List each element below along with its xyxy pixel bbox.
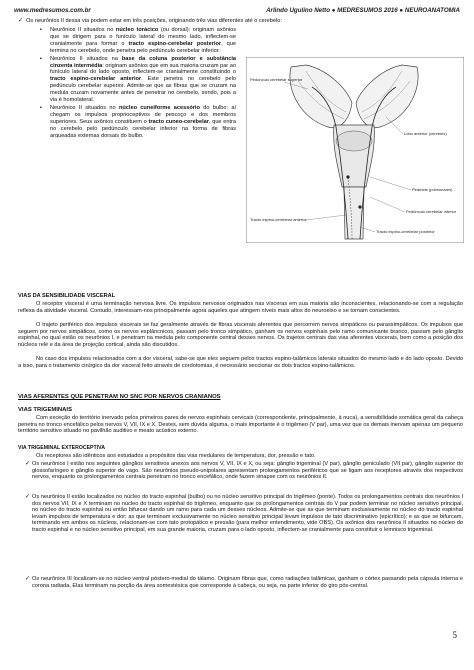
fig-label-pyramid: Pirâmide (pulmonares) — [412, 187, 453, 192]
subsection-title-exteroceptive: VIA TRIGEMINAL EXTEROCEPTIVA — [18, 445, 105, 451]
checklist-item: ✓ Os neurônios I estão nos seguintes gânglios sensitivos anexos aos nervos V, VII, IX e X, ou seja: gânglio trigeminal (V par), gânglio geniculado (VII par), gânglio superior do glossofaríngeo e gânglio superior do vago. São neurônios pseudo-unipolares apresentam prolongamentos periféricos que se ligam aos receptores através dos respectivos nervos, enquanto os prolongamentos centrais penetram no tronco encefálico, onde fazem sinapse com os neurônios II. — [25, 461, 463, 481]
section-title-visceral: VIAS DA SENSIBILIDADE VISCERAL — [18, 293, 116, 299]
bullet-item: ▪ Neurônios II situados na base da coluna posterior e substância cinzenta intermédia: originam axônios que em sua maioria cruzam par ao funículo lateral do lado oposto, inflectem-se cranialmente constituindo o tracto espino-cerebelar anterior. Este penetra no cerebelo pelo pedúnculo cerebelar superior. Admite-se que as fibras que se cruzam na medula cruzam novamente antes de penetrar no cerebelo, sendo, pois a via é homolateral. — [40, 55, 237, 104]
paragraph: No caso dos impulsos relacionados com a dor visceral, sabe-se que eles seguem pelos tractos espino-talâmicos laterais situados do mesmo lado e do lado oposto. Devido a isso, para o tratamento cirúrgico da dor visceral feito através de cordotomias, é necessário seccionar os dois tractos espino-talâmicos. — [18, 356, 463, 369]
intro-line: ✓ Os neurônios II dessa via podem estar em três posições, originando três vias diferentes até o cerebelo: — [18, 18, 282, 24]
fig-label-inferior-peduncle: Pedúnculo cerebelar inferior — [406, 209, 457, 214]
section-title-cranial: VIAS AFERENTES QUE PENETRAM NO SNC POR NERVOS CRANIANOS — [18, 394, 221, 400]
site-url: www.medresumos.com.br — [14, 7, 91, 14]
checklist-item: ✓ Os neurônios II estão localizados no núcleo do tracto espinhal (bulbo) ou no núcleo sensitivo principal do trigêmeo (ponte). Todos os prolongamentos centrais dos neurônios I dos nervos VII, IX e X terminam no núcleo do tracto espinhal do trigêmeo, enquanto que os prolongamentos centrais do V par podem terminar no núcleo sensitivo principal, no núcleo do tracto espinhal ou então bifurcar dando um ramo para cada um desses núcleos. Admite-se que as que terminam exclusivamente no núcleo do tracto espinhal levam impulsos de temperatura e dor; as que terminam exclusivamente no núcleo sensitivo principal levam impulsos de tato discriminativo (epicrítico); e as que se bifurcam, terminando em ambos os núcleos, relacionam-se com tato protopático e pressão (para melhor entendimento, vide OBS). Os axônios dos neurônios II situados no núcleo do tracto espinhal e no núcleo sensitivo principal, em sua grande maioria, cruzam para o lado oposto, inflectem-se cranialmente para constituir o lemnisco trigeminal. — [25, 494, 463, 533]
fig-label-superior-peduncle: Pedúnculo cerebelar superior — [250, 77, 303, 82]
square-bullet-icon: ▪ — [40, 27, 42, 33]
square-bullet-icon: ▪ — [40, 104, 42, 111]
square-bullet-icon: ▪ — [40, 55, 42, 62]
paragraph: Os receptores são idênticos aos estudados a propósitos das vias medulares de temperatura, dor, pressão e tato. — [36, 453, 316, 459]
check-icon: ✓ — [25, 461, 31, 467]
author-line: Arlindo Ugulino Netto ● MEDRESUMOS 2016 ● NEUROANATOMIA — [266, 7, 460, 14]
page-number: 5 — [452, 630, 457, 640]
paragraph: O trajeto periférico dos impulsos viscerais se faz geralmente através de fibras viscerais aferentes que percorrem nervos simpáticos ou parassimpáticos. Os impulsos que seguem por nervos simpáticos, como os nervos esplâncnicos, passam pelo tronco simpático, ganham os nervos espinhais pelo ramo comunicante branco, passam pelo gânglio espinhal, no qual estão os neurônios I, e penetram na medula pelo componente central desses nervos. Os trajetos centrais das vias aferentes viscerais, bem como a posição dos núcleos relé e da área de projeção cortical, ainda são discutidos. — [18, 322, 463, 348]
fig-label-posterior-tract: Tracto espino-cerebelar posterior — [376, 229, 435, 234]
bullet-list — [40, 27, 236, 140]
check-icon: ✓ — [25, 576, 31, 582]
brainstem-cerebellum-figure — [246, 57, 464, 243]
paragraph: O receptor visceral é uma terminação nervosa livre. Os impulsos nervosos originados nas vísceras em sua maioria são inconscientes, relacionando-se com a regulação reflexa da atividade visceral. Contudo, interessam-nos principalmente agora aqueles que atingem níveis mais altos do neuroeixo e se tornam conscientes. — [18, 301, 463, 314]
check-icon: ✓ — [25, 494, 31, 500]
fig-label-anterior-lobe: Lobo anterior (cerebelo) — [404, 131, 447, 136]
section-title-trigeminal: VIAS TRIGEMINAIS — [18, 407, 73, 413]
paragraph: Com exceção do território inervado pelos primeiros pares de nervos espinhais cervicais (correspondente, principalmente, à nuca), a sensibilidade somática geral da cabeça penetra no tronco encefálico pelos nervos V, VII, IX e X. Destes, sem dúvida alguma, o mais importante é o trigêmeo (V par), uma vez que os demais inervam apenas um pequeno território sensitivo situado no pavilhão auditivo e meato acústico externo. — [18, 415, 463, 435]
bullet-item: ▪ Neurônios II situados no núcleo torácico (ou dorsal): originam axônios que se dirigem para o funículo lateral do mesmo lado, inflectem-se cranialmente para formar o tracto espino-cerebelar posterior, que termina no cerebelo, onde penetra pelo pedúnculo cerebelar inferior. — [40, 27, 237, 54]
bullet-item: ▪ Neurônios II situados no núcleo cuneiforme acessório do bulbo: aí chegam os impulsos proprioceptivos de pescoço e dos membros superiores. Seus axônios constituem o tracto cuneo-cerebelar, que entra no cerebelo pelo pedúnculo cerebelar inferior na forma de fibras arqueadas externas dorsais do bulbo. — [40, 104, 237, 139]
fig-label-anterior-tract: Tracto espino-cerebelar anterior — [250, 217, 307, 222]
checklist-item: ✓ Os neurônios III localizam-se no núcleo ventral póstero-medial do tálamo. Originam fibras que, como radiações talâmicas, ganham o córtex passando pela cápsula interna e corona radiada. Elas terminam na porção da área somestésica que corresponde à cabeça, ou seja, na parte inferior do giro pós-central. — [25, 576, 463, 589]
check-icon: ✓ — [18, 18, 24, 24]
page-header — [14, 7, 460, 17]
